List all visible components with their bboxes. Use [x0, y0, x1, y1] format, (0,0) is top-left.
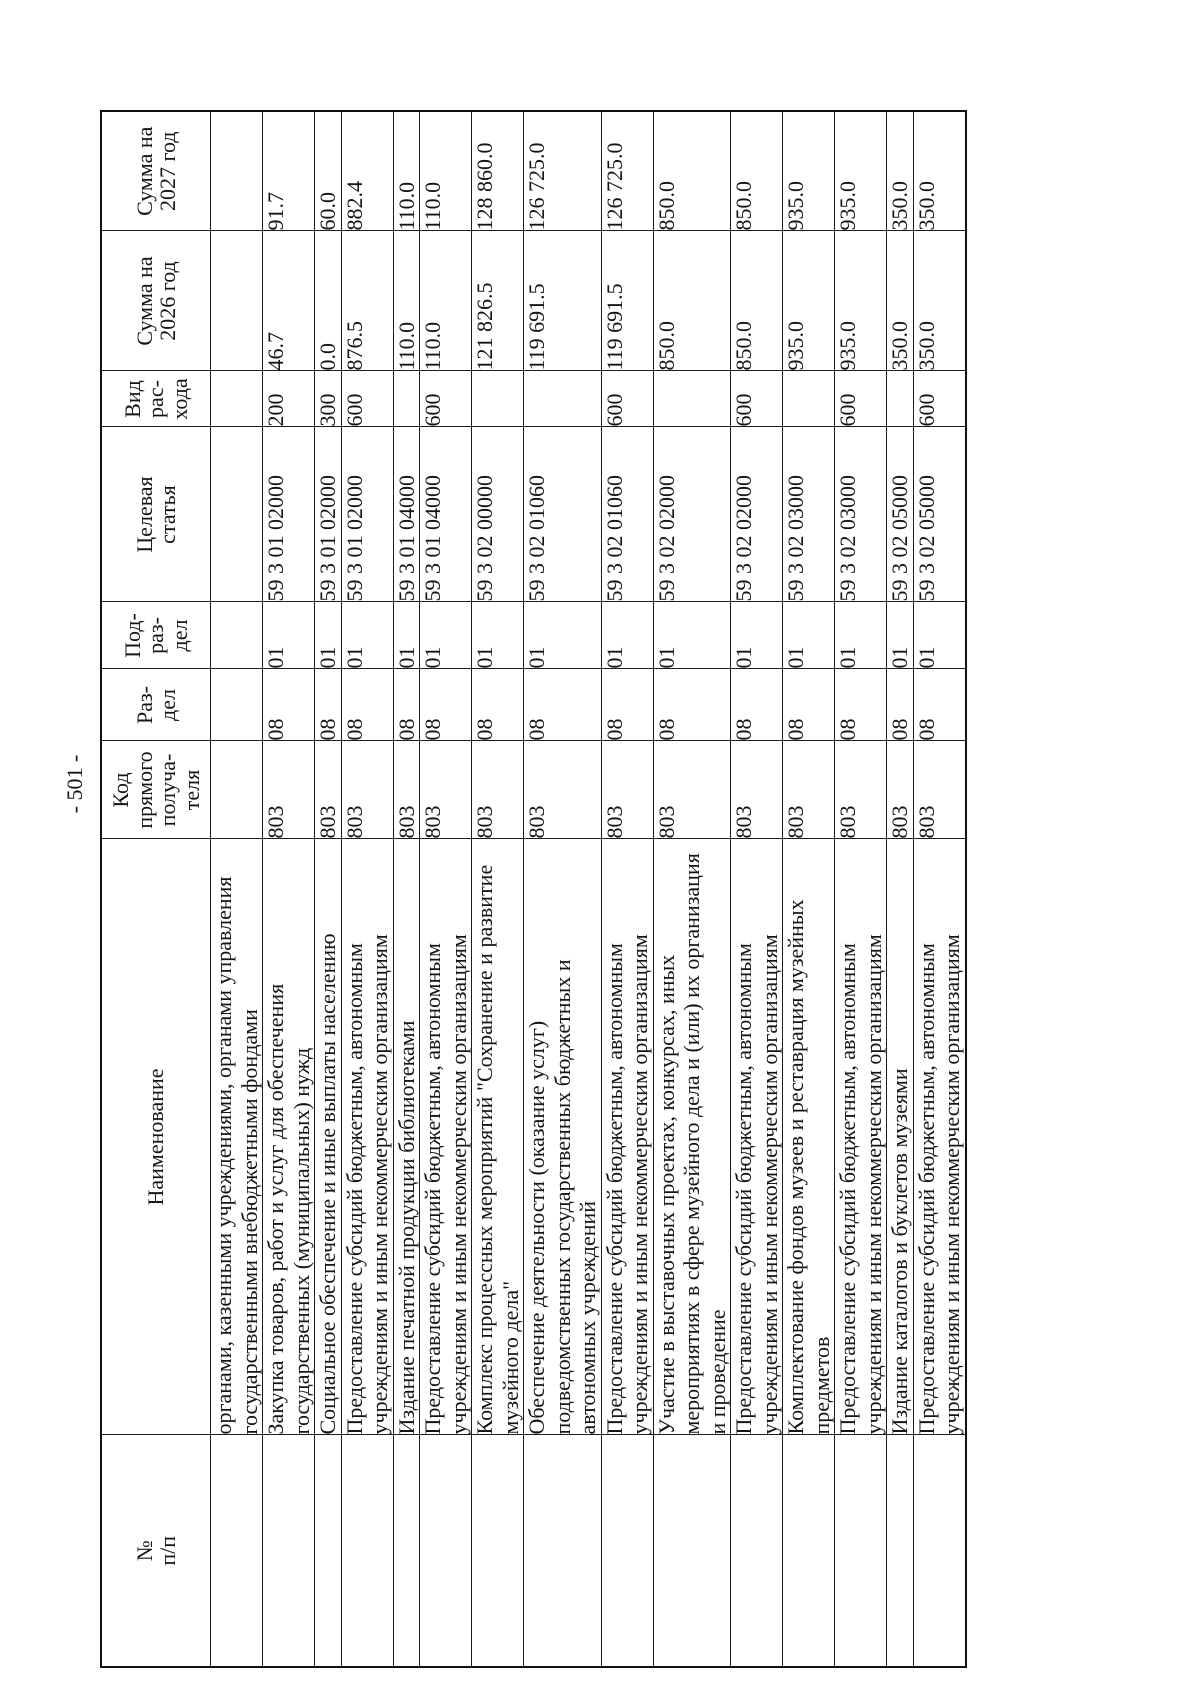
sum-2027-cell: 850.0 — [731, 111, 783, 231]
name-line: Предоставление субсидий бюджетным, автономным — [601, 943, 627, 1435]
expense-type-cell: 600 — [835, 371, 887, 427]
table-row — [393, 111, 420, 1667]
header-recipient-code — [101, 741, 211, 839]
expense-type-cell: 600 — [341, 371, 393, 427]
table-row — [887, 111, 914, 1667]
target-article-cell: 59 3 02 01060 — [524, 427, 602, 602]
sum-2027-cell: 935.0 — [783, 111, 835, 231]
name-cell — [263, 839, 315, 1435]
header-target-article-line: Целевая — [131, 476, 157, 553]
name-line: органами, казенными учреждениями, органами управления — [211, 876, 236, 1435]
number-cell — [524, 1435, 602, 1667]
target-article-cell: 59 3 01 04000 — [420, 427, 472, 602]
name-cell — [524, 839, 602, 1435]
name-cell — [783, 839, 835, 1435]
name-line: учреждениям и иным некоммерческим организациям — [756, 934, 782, 1435]
target-article-cell: 59 3 02 02000 — [653, 427, 731, 602]
number-cell — [341, 1435, 393, 1667]
recipient-code-cell: 803 — [420, 741, 472, 839]
subsection-cell: 01 — [263, 602, 315, 669]
sum-2026-cell: 876.5 — [341, 231, 393, 371]
table-row — [341, 111, 393, 1667]
name-line: предметов — [808, 1336, 834, 1435]
recipient-code-cell: 803 — [393, 741, 420, 839]
header-target-article-line: статья — [155, 485, 180, 544]
table-body — [211, 111, 966, 1667]
name-cell — [601, 839, 653, 1435]
table-row — [783, 111, 835, 1667]
section-cell — [211, 669, 263, 741]
expense-type-cell: 600 — [420, 371, 472, 427]
table-row — [653, 111, 731, 1667]
recipient-code-cell: 803 — [315, 741, 342, 839]
subsection-cell: 01 — [601, 602, 653, 669]
header-row — [101, 111, 211, 1667]
section-cell: 08 — [887, 669, 914, 741]
target-article-cell: 59 3 02 05000 — [913, 427, 966, 602]
subsection-cell: 01 — [731, 602, 783, 669]
header-number — [101, 1435, 211, 1667]
expense-type-cell: 300 — [315, 371, 342, 427]
number-cell — [420, 1435, 472, 1667]
section-cell: 08 — [835, 669, 887, 741]
name-line: музейного дела" — [497, 1280, 523, 1435]
table-header — [101, 111, 211, 1667]
header-section-line: Раз- — [131, 685, 157, 725]
sum-2026-cell: 119 691.5 — [601, 231, 653, 371]
header-recipient-code-line: прямого — [131, 751, 157, 829]
name-cell — [341, 839, 393, 1435]
recipient-code-cell: 803 — [341, 741, 393, 839]
table-row — [211, 111, 263, 1667]
header-expense-type — [101, 371, 211, 427]
recipient-code-cell: 803 — [731, 741, 783, 839]
name-line: учреждениям и иным некоммерческим организациям — [367, 934, 392, 1435]
name-cell — [472, 839, 524, 1435]
expense-type-cell — [211, 371, 263, 427]
section-cell: 08 — [601, 669, 653, 741]
table-row — [835, 111, 887, 1667]
sum-2027-cell: 60.0 — [315, 111, 342, 231]
name-line: Социальное обеспечение и иные выплаты населению — [315, 933, 340, 1435]
section-cell: 08 — [315, 669, 342, 741]
section-cell: 08 — [653, 669, 731, 741]
name-line: учреждениям и иным некоммерческим организациям — [939, 934, 964, 1435]
sum-2027-cell: 110.0 — [420, 111, 472, 231]
expense-type-cell: 600 — [731, 371, 783, 427]
sum-2026-cell: 119 691.5 — [524, 231, 602, 371]
target-article-cell: 59 3 01 02000 — [263, 427, 315, 602]
recipient-code-cell: 803 — [913, 741, 966, 839]
section-cell: 08 — [420, 669, 472, 741]
sum-2027-cell: 350.0 — [913, 111, 966, 231]
expense-type-cell — [393, 371, 420, 427]
recipient-code-cell: 803 — [472, 741, 524, 839]
table-row — [913, 111, 966, 1667]
expense-type-cell — [653, 371, 731, 427]
sum-2026-cell: 350.0 — [913, 231, 966, 371]
subsection-cell: 01 — [783, 602, 835, 669]
header-number-line: № — [131, 1540, 157, 1562]
sum-2027-cell: 110.0 — [393, 111, 420, 231]
sum-2026-cell: 110.0 — [393, 231, 420, 371]
name-line: государственными внебюджетными фондами — [236, 1009, 262, 1435]
number-cell — [472, 1435, 524, 1667]
name-line: Обеспечение деятельности (оказание услуг) — [524, 1020, 549, 1435]
subsection-cell: 01 — [913, 602, 966, 669]
number-cell — [783, 1435, 835, 1667]
name-line: Предоставление субсидий бюджетным, автономным — [913, 943, 939, 1435]
number-cell — [601, 1435, 653, 1667]
name-cell — [420, 839, 472, 1435]
recipient-code-cell: 803 — [263, 741, 315, 839]
recipient-code-cell: 803 — [887, 741, 914, 839]
number-cell — [887, 1435, 914, 1667]
sum-2026-cell: 46.7 — [263, 231, 315, 371]
section-cell: 08 — [472, 669, 524, 741]
header-name — [101, 839, 211, 1435]
target-article-cell: 59 3 02 01060 — [601, 427, 653, 602]
section-cell: 08 — [783, 669, 835, 741]
table-row — [315, 111, 342, 1667]
subsection-cell: 01 — [887, 602, 914, 669]
number-cell — [913, 1435, 966, 1667]
budget-table — [100, 110, 967, 1668]
expense-type-cell: 600 — [601, 371, 653, 427]
name-line: Предоставление субсидий бюджетным, автономным — [341, 943, 367, 1435]
header-sum-2026 — [101, 231, 211, 371]
header-recipient-code-line: получа- — [155, 753, 180, 827]
number-cell — [835, 1435, 887, 1667]
expense-type-cell — [472, 371, 524, 427]
section-cell: 08 — [341, 669, 393, 741]
target-article-cell: 59 3 02 03000 — [783, 427, 835, 602]
table-row — [420, 111, 472, 1667]
sum-2026-cell: 850.0 — [731, 231, 783, 371]
sum-2027-cell: 128 860.0 — [472, 111, 524, 231]
header-subsection-line: дел — [166, 619, 192, 652]
name-line: учреждениям и иным некоммерческим организациям — [860, 934, 886, 1435]
recipient-code-cell: 803 — [601, 741, 653, 839]
name-cell — [315, 839, 342, 1435]
section-cell: 08 — [263, 669, 315, 741]
subsection-cell: 01 — [420, 602, 472, 669]
header-subsection-line: Под- — [119, 613, 145, 658]
expense-type-cell: 600 — [913, 371, 966, 427]
table-row — [263, 111, 315, 1667]
sum-2027-cell: 882.4 — [341, 111, 393, 231]
header-sum-2026-line: Сумма на — [131, 256, 157, 346]
header-recipient-code-line: Код — [108, 772, 133, 808]
page-number: - 501 - — [62, 754, 87, 814]
header-sum-2027-line: 2027 год — [155, 131, 180, 212]
target-article-cell: 59 3 02 00000 — [472, 427, 524, 602]
name-line: Участие в выставочных проектах, конкурсах, иных — [653, 954, 679, 1435]
subsection-cell: 01 — [315, 602, 342, 669]
subsection-cell: 01 — [524, 602, 602, 669]
name-cell — [887, 839, 914, 1435]
header-name-line: Наименование — [143, 1068, 169, 1206]
name-cell — [835, 839, 887, 1435]
recipient-code-cell: 803 — [524, 741, 602, 839]
subsection-cell: 01 — [653, 602, 731, 669]
target-article-cell: 59 3 02 02000 — [731, 427, 783, 602]
target-article-cell: 59 3 01 04000 — [393, 427, 420, 602]
target-article-cell: 59 3 01 02000 — [341, 427, 393, 602]
target-article-cell: 59 3 02 03000 — [835, 427, 887, 602]
header-subsection-line: раз- — [143, 617, 169, 654]
name-line: Издание каталогов и буклетов музеями — [887, 1068, 912, 1435]
sum-2026-cell: 350.0 — [887, 231, 914, 371]
sum-2027-cell: 935.0 — [835, 111, 887, 231]
header-expense-type-line: рас- — [143, 380, 169, 418]
sum-2026-cell: 110.0 — [420, 231, 472, 371]
header-expense-type-line: Вид — [119, 380, 145, 418]
name-line: подведомственных государственных бюджетных и — [549, 959, 575, 1435]
name-line: государственных (муниципальных) нужд — [288, 1047, 314, 1435]
header-recipient-code-line: теля — [178, 769, 204, 811]
name-line: учреждениям и иным некоммерческим организациям — [627, 934, 652, 1435]
table-row — [524, 111, 602, 1667]
number-cell — [211, 1435, 263, 1667]
name-line: Закупка товаров, работ и услуг для обеспечения — [263, 983, 288, 1435]
number-cell — [731, 1435, 783, 1667]
section-cell: 08 — [524, 669, 602, 741]
sum-2026-cell: 935.0 — [835, 231, 887, 371]
subsection-cell: 01 — [835, 602, 887, 669]
sum-2026-cell — [211, 231, 263, 371]
sum-2026-cell: 0.0 — [315, 231, 342, 371]
target-article-cell: 59 3 01 02000 — [315, 427, 342, 602]
name-line: учреждениям и иным некоммерческим организациям — [445, 934, 471, 1435]
header-expense-type-line: хода — [166, 378, 192, 420]
header-section-line: дел — [155, 689, 180, 721]
recipient-code-cell: 803 — [783, 741, 835, 839]
target-article-cell: 59 3 02 05000 — [887, 427, 914, 602]
number-cell — [263, 1435, 315, 1667]
section-cell: 08 — [913, 669, 966, 741]
expense-type-cell — [887, 371, 914, 427]
sum-2026-cell: 121 826.5 — [472, 231, 524, 371]
name-line: Предоставление субсидий бюджетным, автономным — [731, 943, 756, 1435]
header-subsection — [101, 602, 211, 669]
sum-2026-cell: 850.0 — [653, 231, 731, 371]
table-row — [472, 111, 524, 1667]
header-sum-2027 — [101, 111, 211, 231]
name-line: Комплекс процессных мероприятий "Сохранение и развитие — [472, 864, 497, 1435]
header-target-article — [101, 427, 211, 602]
table-row — [731, 111, 783, 1667]
expense-type-cell — [783, 371, 835, 427]
header-sum-2026-line: 2026 год — [155, 261, 180, 341]
expense-type-cell: 200 — [263, 371, 315, 427]
name-line: и проведение — [704, 1309, 730, 1435]
header-section — [101, 669, 211, 741]
target-article-cell — [211, 427, 263, 602]
name-cell — [653, 839, 731, 1435]
recipient-code-cell: 803 — [835, 741, 887, 839]
header-number-line: п/п — [155, 1535, 180, 1566]
sum-2027-cell: 126 725.0 — [601, 111, 653, 231]
sum-2027-cell: 126 725.0 — [524, 111, 602, 231]
name-cell — [393, 839, 420, 1435]
recipient-code-cell: 803 — [653, 741, 731, 839]
sum-2027-cell: 350.0 — [887, 111, 914, 231]
sum-2027-cell — [211, 111, 263, 231]
subsection-cell: 01 — [472, 602, 524, 669]
subsection-cell: 01 — [393, 602, 420, 669]
name-line: Предоставление субсидий бюджетным, автономным — [420, 943, 445, 1435]
subsection-cell — [211, 602, 263, 669]
section-cell: 08 — [731, 669, 783, 741]
sum-2026-cell: 935.0 — [783, 231, 835, 371]
sum-2027-cell: 850.0 — [653, 111, 731, 231]
name-line: Издание печатной продукции библиотеками — [393, 1020, 419, 1435]
section-cell: 08 — [393, 669, 420, 741]
number-cell — [393, 1435, 420, 1667]
number-cell — [653, 1435, 731, 1667]
name-line: Комплектование фондов музеев и реставрация музейных — [783, 899, 808, 1435]
name-line: автономных учреждений — [575, 1200, 600, 1435]
recipient-code-cell — [211, 741, 263, 839]
name-line: мероприятиях в сфере музейного дела и (или) их организация — [679, 853, 704, 1435]
sum-2027-cell: 91.7 — [263, 111, 315, 231]
name-line: Предоставление субсидий бюджетным, автономным — [835, 943, 860, 1435]
table-row — [601, 111, 653, 1667]
number-cell — [315, 1435, 342, 1667]
header-sum-2027-line: Сумма на — [131, 126, 157, 216]
name-cell — [913, 839, 966, 1435]
expense-type-cell — [524, 371, 602, 427]
subsection-cell: 01 — [341, 602, 393, 669]
name-cell — [211, 839, 263, 1435]
name-cell — [731, 839, 783, 1435]
